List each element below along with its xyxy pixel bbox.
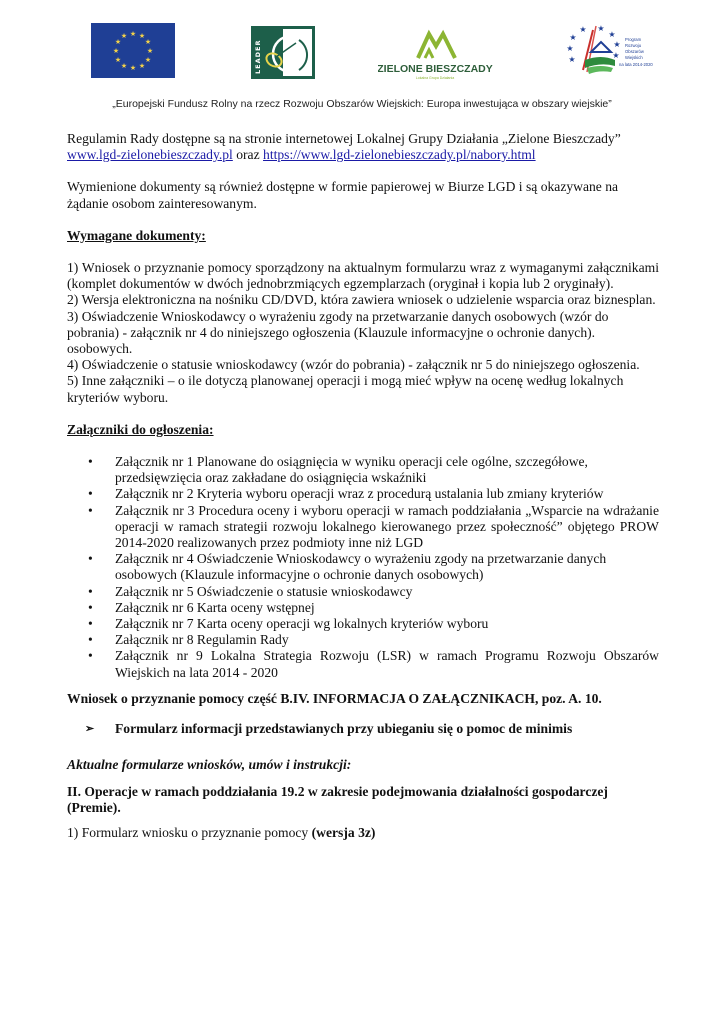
arrow-bullet-icon: ➢ <box>85 723 95 736</box>
header-logos <box>0 0 724 95</box>
svg-text:★: ★ <box>114 38 122 46</box>
svg-text:★: ★ <box>569 33 577 42</box>
attachments-list <box>67 454 659 681</box>
svg-text:ZIELONE BIESZCZADY: ZIELONE BIESZCZADY <box>378 63 493 75</box>
intro-text: Regulamin Rady dostępne są na stronie internetowej Lokalnej Grupy Działania „Zielone Bieszczady” <box>67 131 621 146</box>
de-minimis-form-item <box>67 721 659 737</box>
svg-text:★: ★ <box>120 62 128 70</box>
required-item-4: 4) Oświadczenie o statusie wnioskodawcy (wzór do pobrania) - załącznik nr 5 do niniejszego ogłoszenia. <box>67 357 640 373</box>
svg-text:★: ★ <box>129 64 137 72</box>
eu-flag-logo <box>91 23 175 78</box>
svg-text:★: ★ <box>138 62 146 70</box>
attachments-heading: Załączniki do ogłoszenia: <box>67 421 214 437</box>
svg-text:na lata 2014-2020: na lata 2014-2020 <box>619 62 653 67</box>
required-item-3: 3) Oświadczenie Wnioskodawcy o wyrażeniu zgody na przetwarzanie danych osobowych (wzór do pobrania) - załącznik nr 4 do niniejszego ogłoszenia (Klauzule informacyjne o ochronie danych). osobowych. <box>67 308 609 357</box>
attachment-item-2: • Załącznik nr 2 Kryteria wyboru operacji wraz z procedurą ustalania lub zmiany kryteriów <box>115 486 659 502</box>
required-docs-heading: Wymagane dokumenty: <box>67 227 206 243</box>
svg-text:★: ★ <box>114 56 122 64</box>
svg-text:★: ★ <box>613 40 621 49</box>
de-minimis-form-label: Formularz informacji przedstawianych przy ubieganiu się o pomoc de minimis <box>115 721 573 737</box>
program-motto: „Europejski Fundusz Rolny na rzecz Rozwoju Obszarów Wiejskich: Europa inwestująca w obszary wiejskie” <box>112 98 612 110</box>
leader-leaf-icon <box>251 26 315 79</box>
forms-heading: Aktualne formularze wniosków, umów i instrukcji: <box>67 757 352 773</box>
svg-text:Obszarów: Obszarów <box>625 49 644 54</box>
svg-text:★: ★ <box>568 55 576 64</box>
prow-logo <box>563 20 673 80</box>
required-item-1: 1) Wniosek o przyznanie pomocy sporządzony na aktualnym formularzu wraz z wymaganymi załącznikami (komplet dokumentów w dwóch jednobrzmiących egzemplarzach (oryginał i kopia lub 2 oryginały). <box>67 260 659 292</box>
attachment-item-3: • Załącznik nr 3 Procedura oceny i wyboru operacji w ramach poddziałania „Wsparcie na wdrażanie operacji w ramach strategii rozwoju lokalnego kierowanego przez społeczność” objętego PROW 2014-2020 realizowanych przez podmioty inne niż LGD <box>115 503 659 552</box>
svg-text:★: ★ <box>112 47 120 55</box>
svg-text:Rozwoju: Rozwoju <box>625 43 642 48</box>
svg-text:★: ★ <box>146 47 154 55</box>
svg-text:★: ★ <box>120 32 128 40</box>
required-item-5: 5) Inne załączniki – o ile dotyczą planowanej operacji i mogą mieć wpływ na ocenę według lokalnych kryteriów wyboru. <box>67 373 624 405</box>
svg-text:★: ★ <box>608 30 616 39</box>
leader-logo <box>251 26 315 79</box>
mountains-icon <box>378 22 493 80</box>
intro-paragraph <box>67 131 659 163</box>
attachment-item-5: • Załącznik nr 5 Oświadczenie o statusie wnioskodawcy <box>115 584 659 600</box>
form-item-1-text: 1) Formularz wniosku o przyznanie pomocy <box>67 824 312 840</box>
operations-section-heading: II. Operacje w ramach poddziałania 19.2 w zakresie podejmowania działalności gospodarczej (Premie). <box>67 783 608 815</box>
svg-text:★: ★ <box>144 38 152 46</box>
svg-text:LEADER: LEADER <box>254 39 262 74</box>
form-version-label: (wersja 3z) <box>311 824 376 840</box>
document-body <box>67 131 659 841</box>
attachment-item-8: • Załącznik nr 8 Regulamin Rady <box>115 632 659 648</box>
application-section-heading: Wniosek o przyznanie pomocy część B.IV. INFORMACJA O ZAŁĄCZNIKACH, poz. A. 10. <box>67 690 602 706</box>
attachment-item-1: • Załącznik nr 1 Planowane do osiągnięcia w wyniku operacji cele ogólne, szczegółowe, przedsięwzięcia oraz zakładane do osiągnięcia wskaźniki <box>115 454 659 486</box>
svg-text:Program: Program <box>625 37 642 42</box>
svg-text:★: ★ <box>144 56 152 64</box>
form-item-1 <box>67 825 659 841</box>
paper-docs-paragraph: Wymienione dokumenty są również dostępne w formie papierowej w Biurze LGD i są okazywane na żądanie osobom zainteresowanym. <box>67 179 619 211</box>
eu-stars-icon <box>91 23 175 78</box>
required-item-2: 2) Wersja elektroniczna na nośniku CD/DVD, która zawiera wniosek o udzielenie wsparcia oraz biznesplan. <box>67 292 656 308</box>
prow-emblem-icon <box>563 20 673 80</box>
link-separator: oraz <box>232 147 264 163</box>
svg-text:★: ★ <box>138 32 146 40</box>
svg-text:★: ★ <box>566 44 574 53</box>
svg-text:★: ★ <box>597 24 605 33</box>
svg-text:★: ★ <box>612 51 620 60</box>
attachment-item-4: • Załącznik nr 4 Oświadczenie Wnioskodawcy o wyrażeniu zgody na przetwarzanie danych osobowych (Klauzule informacyjne o ochronie danych osobowych) <box>115 551 659 583</box>
attachment-item-7: • Załącznik nr 7 Karta oceny operacji wg lokalnych kryteriów wyboru <box>115 616 659 632</box>
svg-text:★: ★ <box>129 30 137 38</box>
lgd-website-link[interactable]: www.lgd-zielonebieszczady.pl <box>67 147 233 163</box>
attachment-item-9: • Załącznik nr 9 Lokalna Strategia Rozwoju (LSR) w ramach Programu Rozwoju Obszarów Wiejskich na lata 2014 - 2020 <box>115 648 659 680</box>
svg-text:Lokalna Grupa Działania: Lokalna Grupa Działania <box>415 76 455 80</box>
nabory-link[interactable]: https://www.lgd-zielonebieszczady.pl/nabory.html <box>263 147 536 163</box>
svg-text:Wiejskich: Wiejskich <box>625 55 643 60</box>
attachment-item-6: • Załącznik nr 6 Karta oceny wstępnej <box>115 600 659 616</box>
zielone-bieszczady-logo <box>378 22 493 80</box>
svg-text:★: ★ <box>579 25 587 34</box>
